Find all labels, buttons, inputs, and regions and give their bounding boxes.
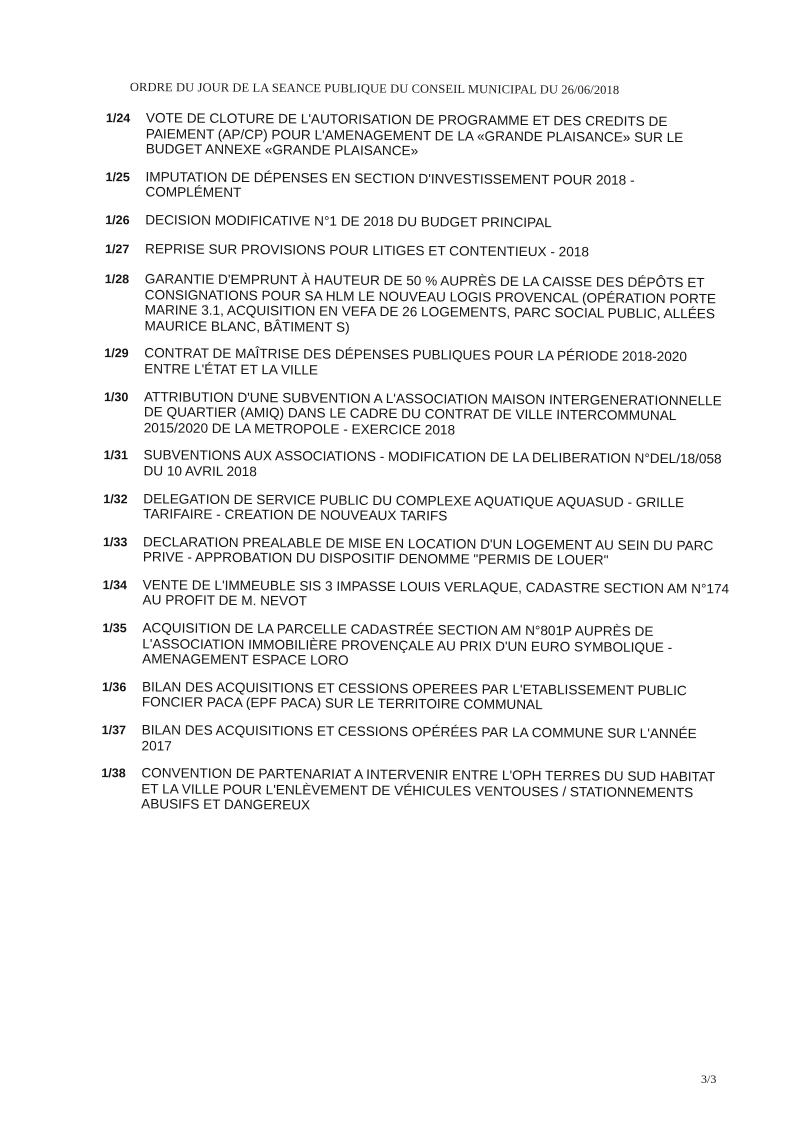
agenda-item-number: 1/33: [102, 534, 128, 549]
agenda-item-text: CONVENTION DE PARTENARIAT A INTERVENIR ENTRE L'OPH TERRES DU SUD HABITAT ET LA VILLE POUR L'ENLÈVEMENT DE VÉHICULES VENTOUSES / STATIONNEMENTS ABUSIFS ET DANGEREUX: [141, 765, 716, 813]
agenda-item: [92, 345, 732, 381]
agenda-item-text: ACQUISITION DE LA PARCELLE CADASTRÉE SECTION AM N°801P AUPRÈS DE L'ASSOCIATION IMMOBILIÈRE PROVENÇALE AU PRIX D'UN EURO SYMBOLIQUE - AMENAGEMENT ESPACE LORO: [142, 620, 673, 669]
agenda-item-text: IMPUTATION DE DÉPENSES EN SECTION D'INVESTISSEMENT POUR 2018 - COMPLÉMENT: [145, 169, 635, 201]
page-number: 3/3: [701, 1072, 717, 1086]
agenda-item-number: 1/38: [101, 766, 126, 781]
agenda-item: [93, 169, 733, 205]
agenda-item-text: CONTRAT DE MAÎTRISE DES DÉPENSES PUBLIQUES POUR LA PÉRIODE 2018-2020 ENTRE L'ÉTAT ET LA VILLE: [144, 345, 688, 378]
agenda-item-number: 1/31: [103, 448, 128, 463]
agenda-item-number: 1/30: [103, 389, 129, 404]
agenda-item: [92, 271, 732, 338]
agenda-item: [90, 722, 730, 758]
agenda-item: [91, 534, 731, 570]
agenda-item-text: DECLARATION PREALABLE DE MISE EN LOCATION D'UN LOGEMENT AU SEIN DU PARC PRIVE - APPROBATION DU DISPOSITIF DENOMME "PERMIS DE LOUER": [142, 534, 714, 568]
page-title: ORDRE DU JOUR DE LA SEANCE PUBLIQUE DU CONSEIL MUNICIPAL DU 26/06/2018: [129, 80, 620, 97]
agenda-item-text: BILAN DES ACQUISITIONS ET CESSIONS OPÉRÉES PAR LA COMMUNE SUR L'ANNÉE 2017: [141, 722, 697, 754]
agenda-item: [93, 212, 733, 233]
agenda-item-text: GARANTIE D'EMPRUNT À HAUTEUR DE 50 % AUPRÈS DE LA CAISSE DES DÉPÔTS ET CONSIGNATIONS POUR SA HLM LE NOUVEAU LOGIS PROVENCAL (OPÉRATION PORTE MARINE 3.1, ACQUISITION EN VEFA DE 26 LOGEMENTS, PARC SOCIAL PUBLIC, ALLÉES MAURICE BLANC, BÂTIMENT S): [144, 271, 717, 335]
agenda-item-number: 1/25: [105, 169, 130, 185]
agenda-item-number: 1/32: [103, 491, 128, 506]
agenda-item-number: 1/37: [101, 723, 127, 738]
agenda-item-number: 1/24: [105, 111, 131, 126]
agenda-item-number: 1/34: [102, 577, 128, 593]
agenda-item: [93, 241, 733, 262]
agenda-item: [90, 620, 730, 671]
agenda-item-number: 1/29: [104, 346, 129, 361]
agenda-item-text: DECISION MODIFICATIVE N°1 DE 2018 DU BUDGET PRINCIPAL: [145, 212, 552, 231]
agenda-item-number: 1/26: [105, 213, 130, 228]
agenda-list: [89, 110, 734, 826]
agenda-item: [91, 447, 731, 483]
agenda-item-text: DELEGATION DE SERVICE PUBLIC DU COMPLEXE AQUATIQUE AQUASUD - GRILLE TARIFAIRE - CREATION DE NOUVEAUX TARIFS: [143, 490, 685, 524]
agenda-item-text: VOTE DE CLOTURE DE L'AUTORISATION DE PROGRAMME ET DES CREDITS DE PAIEMENT (AP/CP) POUR L'AMENAGEMENT DE LA «GRANDE PLAISANCE» SUR LE BUDGET ANNEXE «GRANDE PLAISANCE»: [145, 110, 684, 159]
agenda-item-text: ATTRIBUTION D'UNE SUBVENTION A L'ASSOCIATION MAISON INTERGENERATIONNELLE DE QUARTIER (AMIQ) DANS LE CADRE DU CONTRAT DE VILLE INTERCOMMUNAL 2015/2020 DE LA METROPOLE - EXERCICE 2018: [143, 388, 722, 438]
agenda-item: [91, 490, 731, 526]
agenda-item-text: REPRISE SUR PROVISIONS POUR LITIGES ET CONTENTIEUX - 2018: [144, 241, 589, 260]
agenda-item: [90, 679, 730, 715]
agenda-item-number: 1/35: [102, 621, 127, 636]
agenda-item-text: VENTE DE L'IMMEUBLE SIS 3 IMPASSE LOUIS VERLAQUE, CADASTRE SECTION AM N°174 AU PROFIT DE M. NEVOT: [142, 577, 730, 609]
agenda-item: [94, 110, 734, 161]
agenda-item: [92, 389, 732, 440]
agenda-item-text: SUBVENTIONS AUX ASSOCIATIONS - MODIFICATION DE LA DELIBERATION N°DEL/18/058 DU 10 AVRIL 2018: [143, 447, 722, 480]
agenda-item-number: 1/27: [104, 242, 130, 257]
agenda-item: [91, 577, 731, 613]
agenda-item-text: BILAN DES ACQUISITIONS ET CESSIONS OPEREES PAR L'ETABLISSEMENT PUBLIC FONCIER PACA (EPF PACA) SUR LE TERRITOIRE COMMUNAL: [141, 679, 687, 713]
agenda-item: [89, 765, 729, 816]
agenda-item-number: 1/36: [101, 679, 127, 695]
agenda-item-number: 1/28: [104, 272, 130, 287]
